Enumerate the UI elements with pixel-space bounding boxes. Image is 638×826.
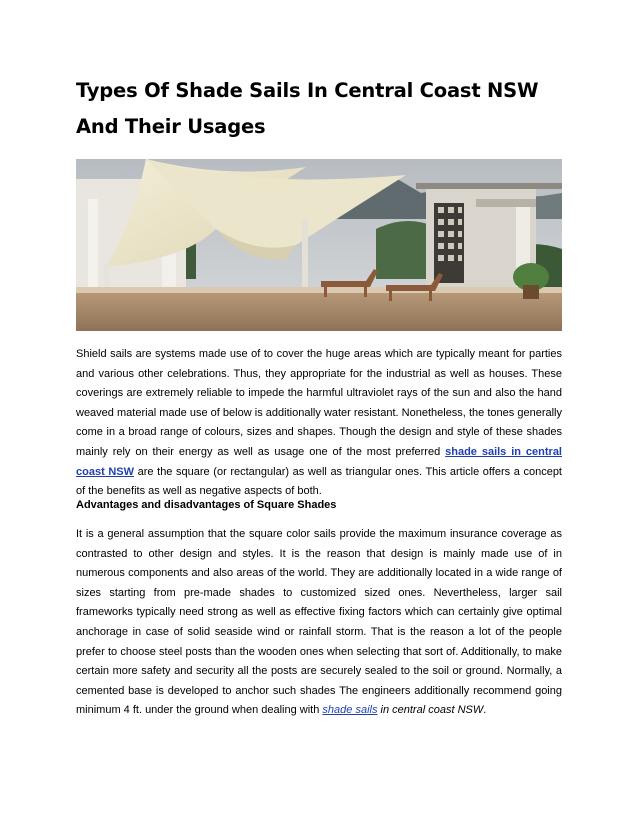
intro-text-start: Shield sails are systems made use of to cover the huge areas which are typically meant for parties and various other celebrations. Thus, they appropriate for the industrial as well as houses. These coverings are extremely reliable to impede the harmful ultraviolet rays of the sun and also the hand weaved material made use of below is additionally water resistant. Nonetheless, the tones generally come in a broad range of colours, sizes and shapes. Though the design and style of these shades mainly rely on their energy as well as usage one of the most preferred: [76, 348, 562, 458]
intro-paragraph: [76, 345, 562, 502]
square-shades-text: It is a general assumption that the square color sails provide the maximum insurance coverage as contrasted to other design and styles. It is the reason that design is mainly made use of in numerous components and also areas of the world. They are additionally located in a wide range of sizes starting from pre-made shades to customized sized ones. Nevertheless, larger sail frameworks typically need strong as well as effective fixing factors which can certainly give optimal anchorage in case of solid seaside wind or rainfall storm. That is the reason a lot of the people prefer to choose steel posts than the wooden ones when selecting that sort of. Additionally, to make certain more safety and security all the posts are securely sealed to the soil or ground. Normally, a cemented base is developed to anchor such shades The engineers additionally recommend going minimum 4 ft. under the ground when dealing with: [76, 528, 562, 717]
square-shades-paragraph: [76, 525, 562, 721]
italic-location-text: in central coast NSW: [377, 704, 484, 717]
shade-sails-link[interactable]: shade sails: [322, 704, 378, 717]
intro-text-end: are the square (or rectangular) as well as triangular ones. This article offers a concept of the benefits as well as negative aspects of both.: [76, 465, 562, 498]
shade-sails-central-coast-link[interactable]: shade sails in central coast NSW: [76, 445, 562, 478]
page-title: Types Of Shade Sails In Central Coast NSW And Their Usages: [76, 79, 539, 138]
paragraph-end-punctuation: .: [483, 704, 487, 717]
shade-sail-photo: [76, 159, 562, 331]
section-heading: Advantages and disadvantages of Square Shades: [76, 499, 337, 511]
